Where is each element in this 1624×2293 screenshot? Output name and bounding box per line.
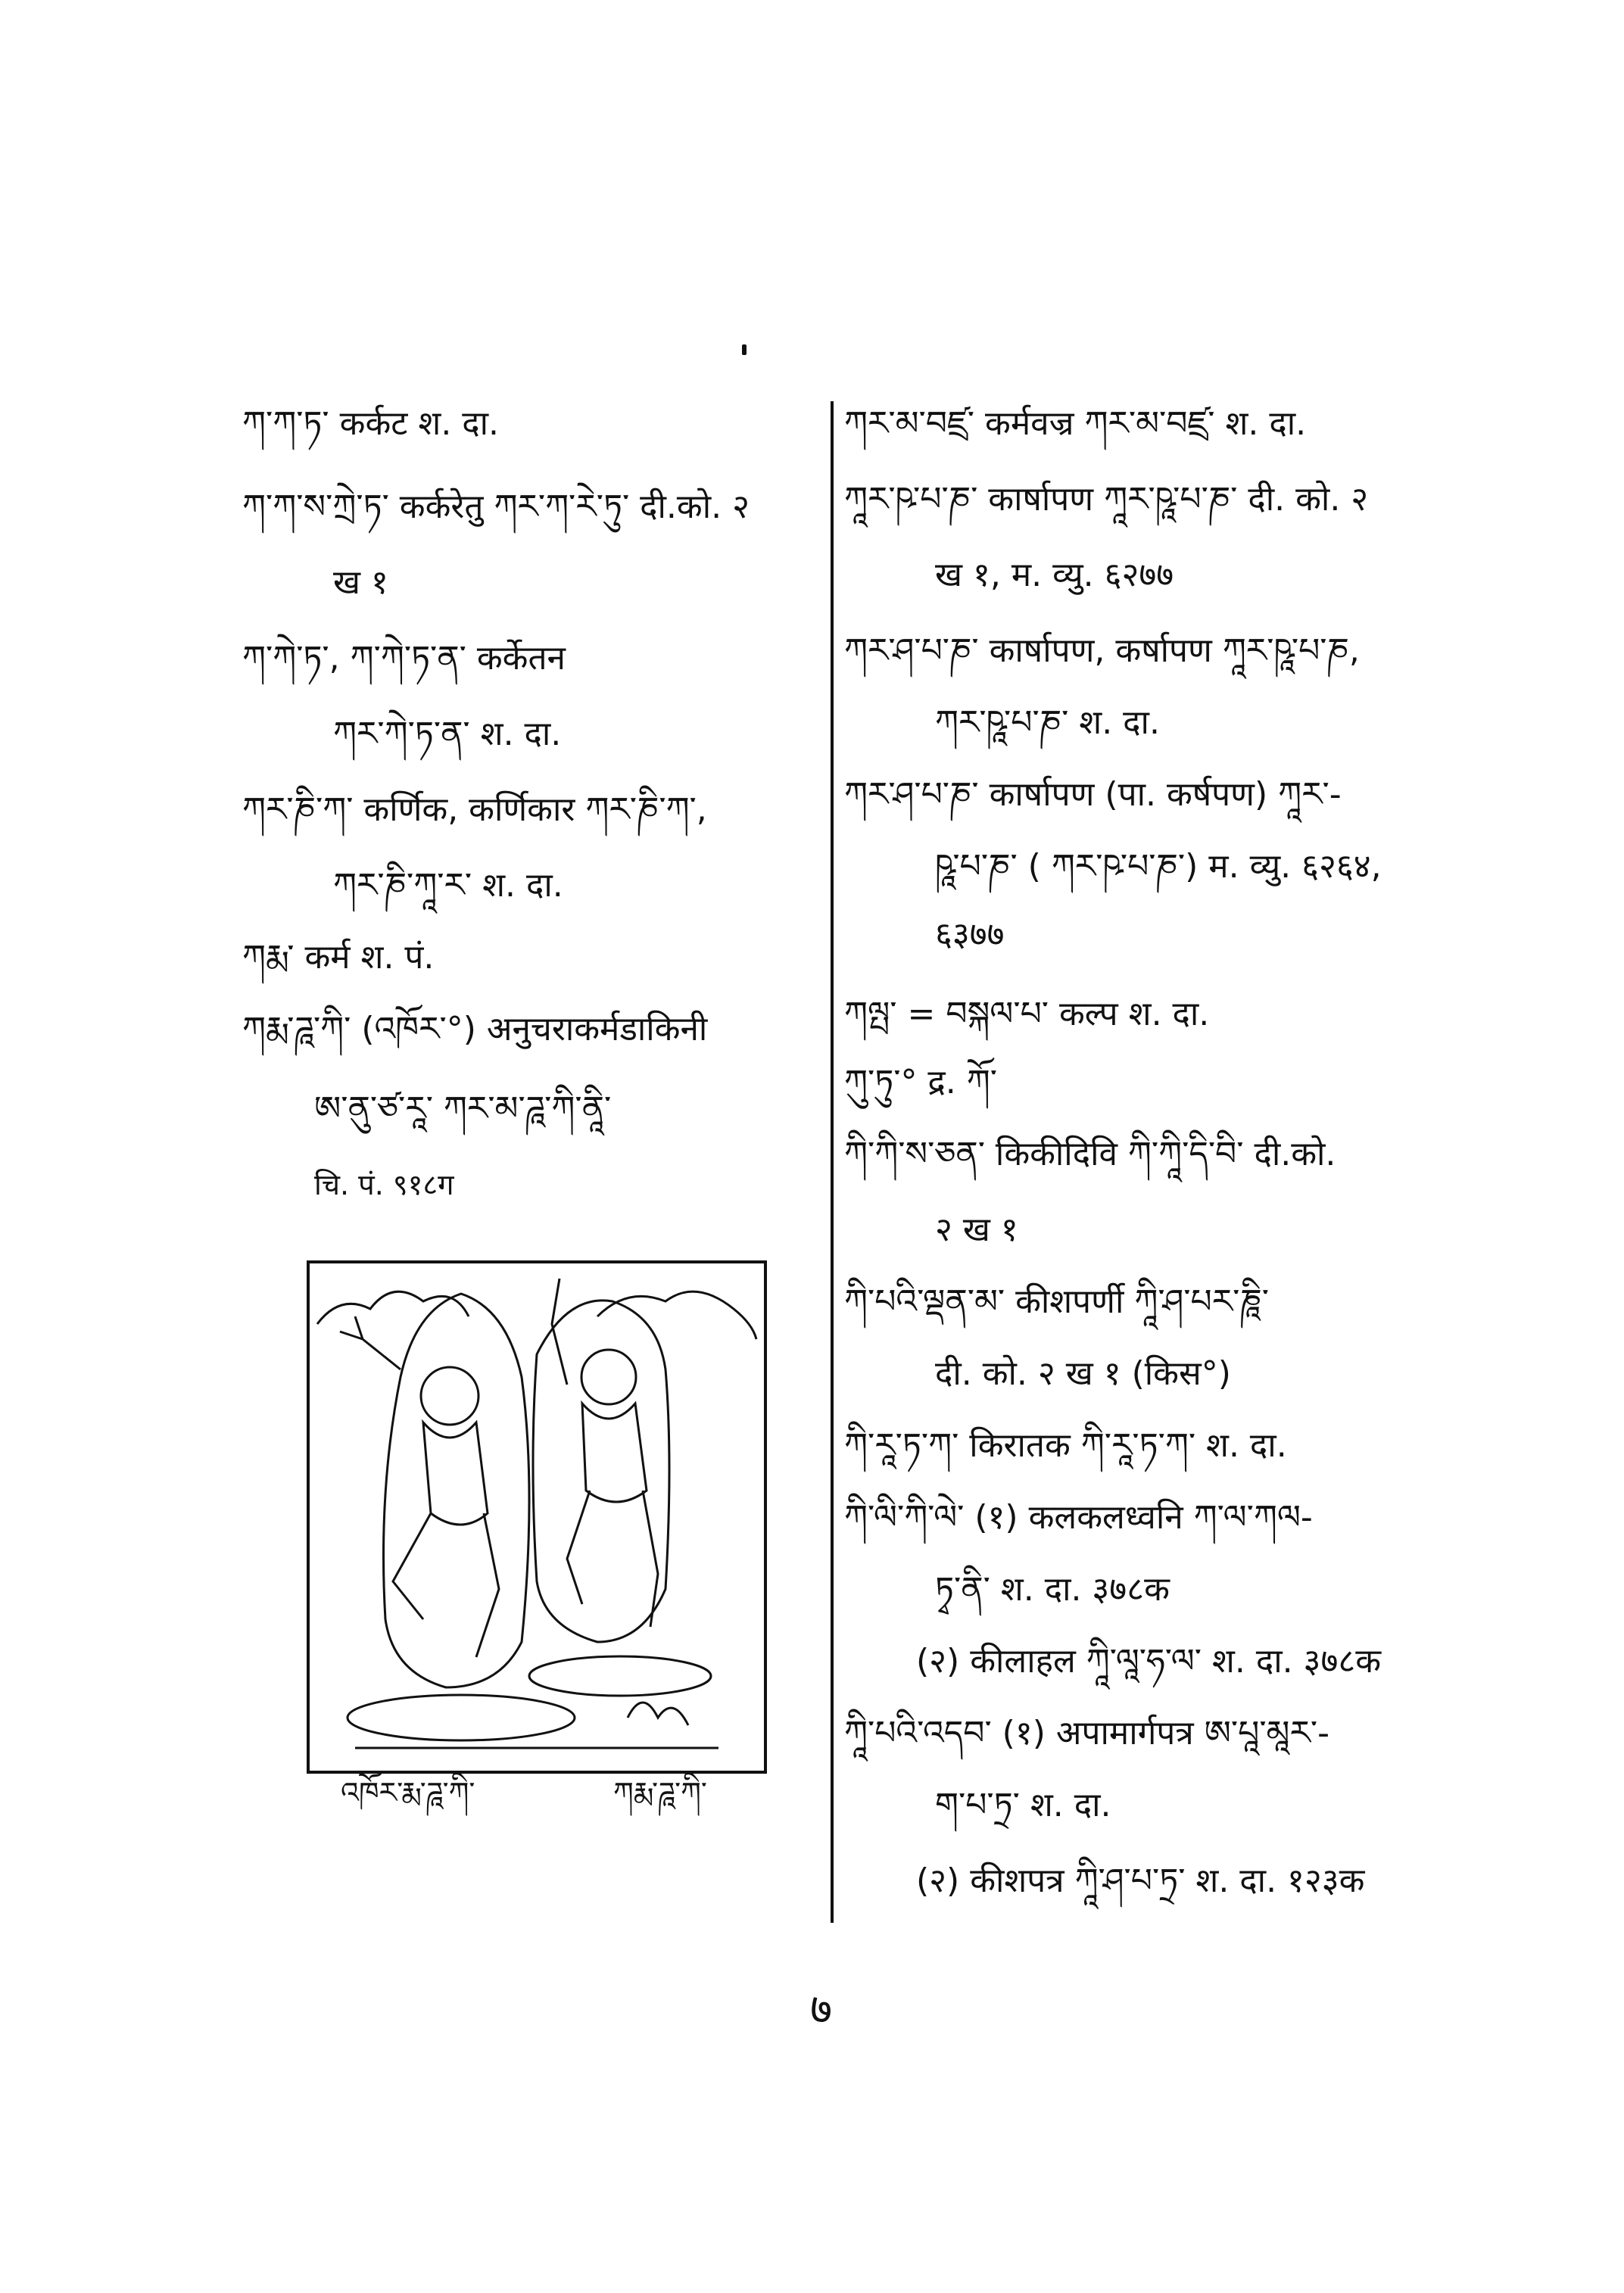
- entry-line: ཀལྤ་ = བསྐལ་པ་ कल्प श. दा.: [844, 995, 1210, 1033]
- entry-line: ཀར་ཀེ་ཏ་ན་ श. दा.: [333, 715, 562, 753]
- entry-line: ཀ་ཀ་ཏ་ कर्कट श. दा.: [242, 404, 500, 443]
- deity-illustration: [307, 1260, 767, 1774]
- entry-line: ཀ་ཀ་ས་ཀྲེ་ཏ་ कर्करेतु ཀར་ཀ་རེ་ཏུ་ दी.को. २: [242, 488, 750, 526]
- entry-line: ६३७७: [935, 915, 1005, 954]
- entry-line: ཀར་ཤ་པ་ཎ་ कार्षापण (पा. कर्षपण) ཀཱར་-: [844, 775, 1342, 814]
- entry-line: ཀི་རཱ་ཏ་ཀ་ किरातक ཀི་རཱ་ཏ་ཀ་ श. दा.: [844, 1426, 1287, 1465]
- entry-line: ཀར་མ་བཛྲ་ कर्मवज्र ཀར་མ་བཛྲ་ श. दा.: [844, 404, 1307, 443]
- entry-line: दी. को. २ ख १ (किस°): [935, 1354, 1231, 1393]
- entry-line: ཀི་ཀི་ས་ཅན་ किकीदिवि ཀི་ཀཱི་དི་བི་ दी.को.: [844, 1135, 1336, 1173]
- entry-line: ཀི་ལི་ཀི་ལེ་ (१) कलकलध्वनि ཀ་ལ་ཀལ-: [844, 1498, 1313, 1537]
- entry-line: २ ख १: [935, 1210, 1018, 1249]
- entry-line: चि. पं. ९१८ग: [314, 1168, 454, 1201]
- entry-line: (२) कीशपत्र ཀཱི་ཤ་པ་ཏྲ་ श. दा. १२३क: [916, 1862, 1365, 1900]
- entry-line: ཀ་ཀེ་ཏ་, ཀ་ཀེ་ཏ་ན་ कर्केतन: [242, 639, 566, 678]
- entry-line: ཀར་ཎི་ཀ་ कर्णिक, कर्णिकार ཀར་ཎི་ཀ་,: [242, 790, 707, 829]
- entry-line: ཀཱར་ཥ་པ་ཎ་ कार्षापण ཀཱར་ཥཱ་པ་ཎ་ दी. को. २: [844, 480, 1369, 519]
- dakini-drawing: [310, 1263, 764, 1771]
- page-number: ७: [810, 1985, 833, 2034]
- entry-line: ཀརྨ་ कर्म श. पं.: [242, 938, 435, 977]
- entry-line: (२) कीलाहल ཀཱི་ལཱ་ཧ་ལ་ श. दा. ३७८क: [916, 1642, 1381, 1681]
- entry-line: ཀར་ཎི་ཀཱ་ར་ श. दा.: [333, 866, 563, 905]
- column-divider: [831, 401, 834, 1923]
- entry-line: ख १: [333, 563, 388, 602]
- illustration-caption-right: ཀརྨ་ཌཱ་ཀི་: [613, 1776, 707, 1809]
- entry-line: ཀཱི་པའི་འདབ་ (१) अपामार्गपत्र ཨ་པཱ་མཱར་-: [844, 1714, 1329, 1752]
- entry-line: ཀུ་ཏུ་° द्र. ཀོ་: [844, 1063, 997, 1101]
- entry-line: ཨ་ནུ་ཙ་རཱ་ ཀར་མ་ཌཱ་ཀི་ནཱི་: [314, 1089, 612, 1128]
- entry-line: ཀི་པའི་ལྡན་མ་ कीशपर्णी ཀཱི་ཤ་པར་ཎཱི་: [844, 1282, 1269, 1321]
- entry-line: ག་པ་ཏྲ་ श. दा.: [935, 1786, 1111, 1824]
- entry-line: ཀར་ཥཱ་པ་ཎ་ श. दा.: [935, 703, 1160, 742]
- top-mark: [742, 344, 747, 355]
- entry-line: ཀརྨ་ཌཱ་ཀི་ (འཁོར་°) अनुचराकर्मडाकिनी: [242, 1010, 708, 1048]
- entry-line: ཏྭ་ནི་ श. दा. ३७८क: [935, 1570, 1170, 1609]
- entry-line: ཀར་ཤ་པ་ཎ་ कार्षापण, कर्षापण ཀཱར་ཥཱ་པ་ཎ,: [844, 631, 1360, 670]
- illustration-caption-left: འཁོར་རྨ་ཌཱ་ཀི་: [341, 1776, 475, 1809]
- entry-line: ཥཱ་པ་ཎ་ ( ཀར་ཥ་པ་ཎ་) म. व्यु. ६२६४,: [935, 847, 1382, 886]
- entry-line: ख १, म. व्यु. ६२७७: [935, 556, 1174, 594]
